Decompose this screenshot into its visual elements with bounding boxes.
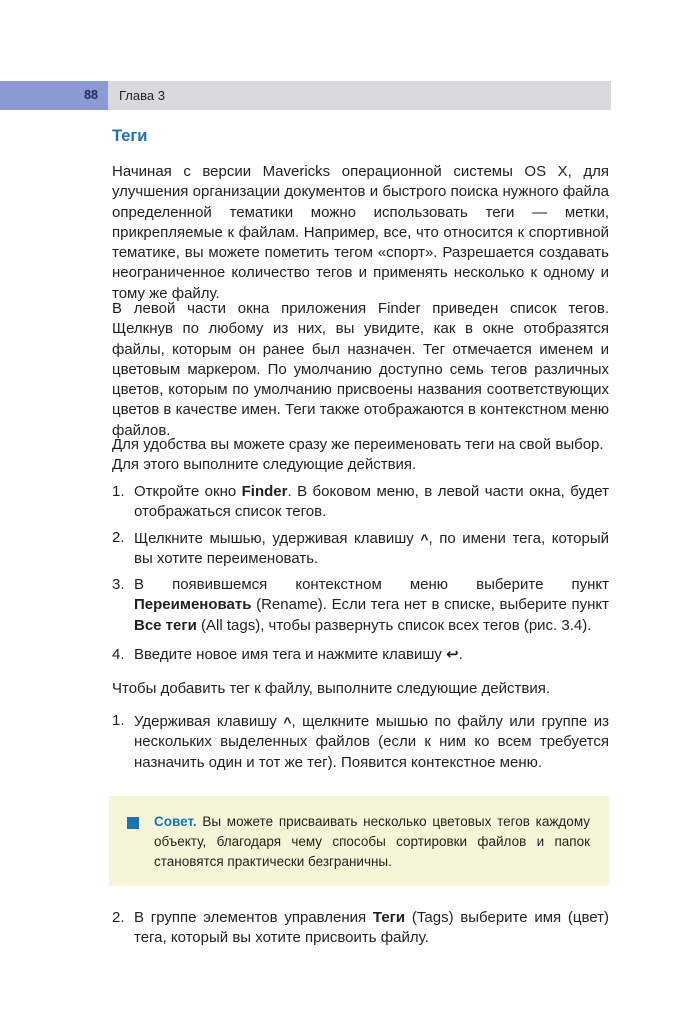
- list-item-add-2: [112, 908, 609, 949]
- list-text: Введите новое имя тега и нажмите клавишу ↩.: [134, 646, 463, 663]
- list-text: В появившемся контекстном меню выберите пункт Переименовать (Rename). Если тега нет в списке, выберите пункт Все теги (All tags), чтобы развернуть список всех тегов (рис. 3.4).: [134, 576, 609, 634]
- list-text: Удерживая клавишу ^, щелкните мышью по файлу или группе из нескольких выделенных файлов (если к ним ко всем требуется назначить один и тот же тег). Появится контекстное меню.: [134, 713, 609, 771]
- tip-text: Совет. Вы можете присваивать несколько цветовых тегов каждому объекту, благодаря чему способы сортировки файлов и папок становятся практически безграничны.: [154, 814, 590, 869]
- control-key-icon: ^: [420, 531, 429, 547]
- list-text: В группе элементов управления Теги (Tags) выберите имя (цвет) тега, который вы хотите присвоить файлу.: [134, 909, 609, 947]
- list-number: 3.: [112, 576, 125, 593]
- tip-label: Совет.: [154, 814, 197, 829]
- list-number: 1.: [112, 712, 125, 729]
- list-item-rename-1: [112, 482, 609, 523]
- list-number: 2.: [112, 909, 125, 926]
- list-number: 2.: [112, 529, 125, 546]
- paragraph-intro: Начиная с версии Mavericks операционной системы OS X, для улучшения организации документов и быстрого поиска нужного файла определенной тематики можно использовать теги — метки, прикрепляемые к файлам. Например, все, что относится к спортивной тематике, вы можете пометить тегом «спорт». Разрешается создавать неограниченное количество тегов и применять несколько к одному и тому же файлу.: [112, 163, 609, 302]
- list-number: 1.: [112, 483, 125, 500]
- list-item-rename-2: [112, 528, 609, 570]
- section-title: Теги: [112, 127, 148, 145]
- tip-box: [109, 796, 609, 886]
- list-item-rename-4: [112, 645, 609, 665]
- list-text: Откройте окно Finder. В боковом меню, в левой части окна, будет отображаться список тегов.: [134, 483, 609, 521]
- tags-term: Теги: [372, 909, 406, 926]
- list-item-add-1: [112, 711, 609, 773]
- page-number: 88: [84, 88, 98, 102]
- chapter-box: [108, 81, 611, 110]
- page-number-box: [0, 81, 108, 110]
- running-header: [0, 81, 611, 110]
- list-number: 4.: [112, 646, 125, 663]
- list-text: Щелкните мышью, удерживая клавишу ^, по имени тега, который вы хотите переименовать.: [134, 530, 609, 568]
- all-tags-term: Все теги: [134, 616, 197, 634]
- control-key-icon: ^: [283, 714, 292, 730]
- paragraph-finder: В левой части окна приложения Finder приведен список тегов. Щелкнув по любому из них, вы увидите, как в окне отобразятся файлы, которым он ранее был назначен. Тег отмечается именем и цветовым маркером. По умолчанию доступно семь тегов различных цветов, которым по умолчанию присвоены названия соответствующих цветов в качестве имен. Теги также отображаются в контекстном меню файлов.: [112, 300, 609, 439]
- paragraph-add-intro: Чтобы добавить тег к файлу, выполните следующие действия.: [112, 680, 551, 697]
- return-key-icon: ↩: [446, 646, 459, 663]
- finder-term: Finder: [241, 483, 288, 500]
- rename-term: Переименовать: [134, 596, 252, 614]
- list-item-rename-3: [112, 575, 609, 636]
- tip-marker-icon: [127, 817, 139, 829]
- chapter-title: Глава 3: [119, 88, 165, 103]
- paragraph-rename-intro: Для удобства вы можете сразу же переименовать теги на свой выбор. Для этого выполните следующие действия.: [112, 436, 604, 474]
